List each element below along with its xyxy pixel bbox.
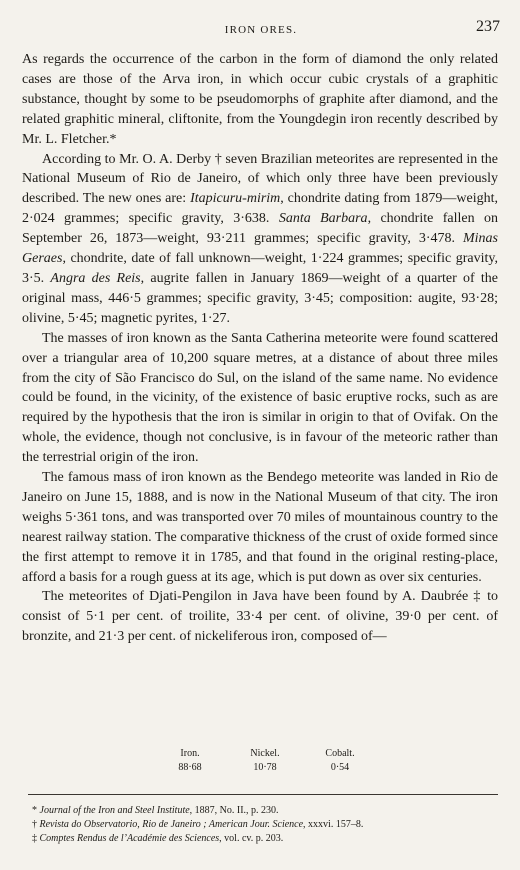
composition-value: 0·54: [330, 762, 350, 773]
footnote-mark: †: [32, 819, 40, 830]
page-number: 237: [476, 18, 500, 35]
paragraph-djati-pengilon: The meteorites of Djati-Pengilon in Java have been found by A. Daubrée ‡ to consist of 5·1 per cent. of troilite, 33·4 per cent. of olivine, 39·0 per cent. of bronzite, and 21·3 per cent. of nickeliferous iron, composed of—: [22, 589, 498, 645]
paragraph-text: , chondrite fallen on September 26, 1873—weight, 93·211 grammes; specific gravity, 3·478.: [22, 211, 498, 247]
footnote-source: Comptes Rendus de l’Académie des Sciences: [39, 833, 220, 844]
composition-value: 10·78: [253, 762, 277, 773]
composition-label: Cobalt.: [325, 748, 355, 759]
footnote-mark: *: [32, 805, 40, 816]
page-header: [22, 18, 500, 40]
paragraph-text: According to Mr. O. A. Derby † seven Brazilian meteorites are represented in the National Museum of Rio de Janeiro, of which only three have been previously described. The new ones are:: [22, 151, 498, 207]
meteorite-name: Itapicuru-mirim: [190, 191, 281, 207]
meteorite-name: Minas Geraes: [22, 231, 498, 267]
paragraph-text: , chondrite dating from 1879—weight, 2·024 grammes; specific gravity, 3·638.: [22, 191, 499, 227]
meteorite-name: Santa Barbara: [278, 211, 368, 227]
footnote-source: Journal of the Iron and Steel Institute: [39, 805, 190, 816]
footnotes: [32, 804, 502, 846]
paragraph-santa-catherina: The masses of iron known as the Santa Catherina meteorite were found scattered over a triangular area of 10,200 square metres, at a distance of about three miles from the city of São Francisco do Sul, on the island of the same name. No evidence could be found, in the vicinity, of the existence of basic eruptive rocks, such as are required by the hypothesis that the iron is similar in origin to that of Ovifak. On the whole, the evidence, though not conclusive, is in favour of the meteoric rather than the terrestrial origin of the iron.: [22, 330, 498, 466]
footnote-1: [32, 804, 502, 818]
footnote-citation: , vol. cv. p. 203.: [219, 833, 284, 844]
meteorite-name: Angra des Reis: [50, 270, 141, 286]
composition-column-nickel: [230, 747, 300, 775]
paragraph-bendego: The famous mass of iron known as the Bendego meteorite was landed in Rio de Janeiro on June 15, 1888, and is now in the National Museum of that city. The iron weighs 5·361 tons, and was transported over 70 miles of mountainous country to the nearest railway station. The comparative thickness of the crust of oxide formed since the first attempt to remove it in 1785, and that found in the original resting-place, afford a basis for a rough guess at its age, which is put down as over six centuries.: [22, 470, 498, 585]
composition-column-iron: [155, 747, 225, 775]
composition-column-cobalt: [305, 747, 375, 775]
footnote-2: [32, 818, 502, 832]
footnote-citation: , xxxvi. 157–8.: [303, 819, 364, 830]
composition-label: Nickel.: [250, 748, 280, 759]
footnote-citation: , 1887, No. II., p. 230.: [189, 805, 279, 816]
paragraph-text: , augrite fallen in January 1869—weight of a quarter of the original mass, 446·5 grammes; specific gravity, 3·45; composition: augite, 93·28; olivine, 5·45; magnetic pyrites, 1·27.: [22, 270, 499, 326]
footnote-source: Revista do Observatorio, Rio de Janeiro ; American Jour. Science: [39, 819, 304, 830]
paragraph-carbon-diamond: As regards the occurrence of the carbon in the form of diamond the only related cases are those of the Arva iron, in which occur cubic crystals of a graphitic substance, thought by some to be pseudomorphs of graphite after diamond, and the related graphitic mineral, cliftonite, from the Youngdegin iron recently described by Mr. L. Fletcher.*: [22, 52, 498, 147]
body-text: [22, 50, 498, 647]
footnote-divider: [28, 794, 498, 795]
composition-table: [155, 747, 355, 777]
running-title: IRON ORES.: [224, 24, 298, 36]
composition-value: 88·68: [178, 762, 202, 773]
composition-label: Iron.: [180, 748, 200, 759]
footnote-3: [32, 832, 502, 846]
paragraph-brazilian-meteorites: [22, 150, 498, 329]
footnote-mark: ‡: [32, 833, 40, 844]
paragraph-text: , chondrite, date of fall unknown—weight, 1·224 grammes; specific gravity, 3·5.: [22, 251, 498, 286]
